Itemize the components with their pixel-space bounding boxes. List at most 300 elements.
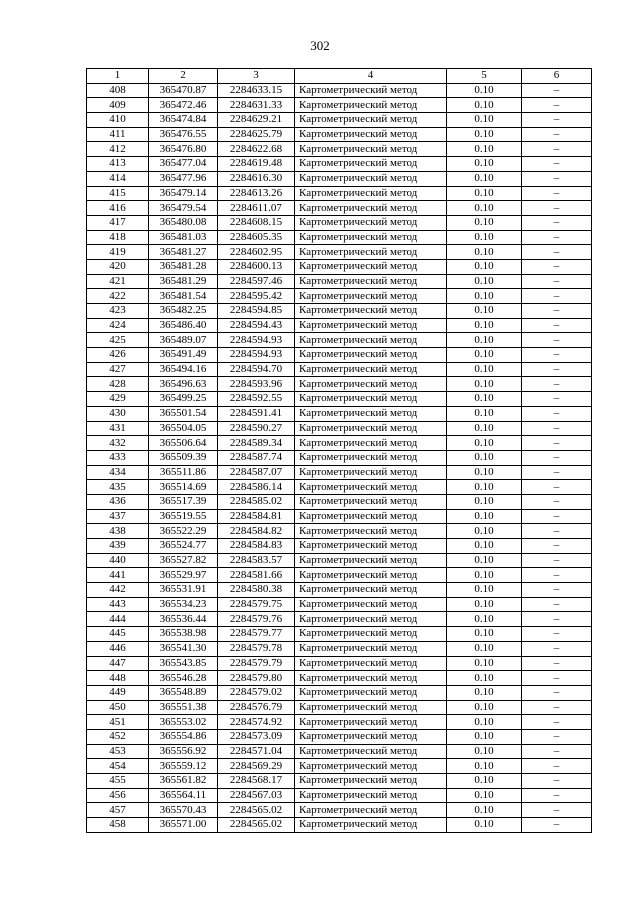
y-coordinate-cell: 2284611.07	[218, 201, 295, 216]
point-number-cell: 446	[87, 641, 149, 656]
table-row	[87, 142, 592, 157]
accuracy-cell: 0.10	[447, 803, 522, 818]
y-coordinate-cell: 2284622.68	[218, 142, 295, 157]
x-coordinate-cell: 365479.14	[149, 186, 218, 201]
point-number-cell: 431	[87, 421, 149, 436]
y-coordinate-cell: 2284584.83	[218, 539, 295, 554]
y-coordinate-cell: 2284584.82	[218, 524, 295, 539]
x-coordinate-cell: 365494.16	[149, 362, 218, 377]
note-cell: –	[522, 318, 592, 333]
point-number-cell: 414	[87, 171, 149, 186]
accuracy-cell: 0.10	[447, 788, 522, 803]
y-coordinate-cell: 2284565.02	[218, 803, 295, 818]
accuracy-cell: 0.10	[447, 392, 522, 407]
x-coordinate-cell: 365541.30	[149, 641, 218, 656]
y-coordinate-cell: 2284605.35	[218, 230, 295, 245]
x-coordinate-cell: 365553.02	[149, 715, 218, 730]
method-cell: Картометрический метод	[295, 524, 447, 539]
point-number-cell: 442	[87, 583, 149, 598]
accuracy-cell: 0.10	[447, 539, 522, 554]
point-number-cell: 449	[87, 685, 149, 700]
note-cell: –	[522, 700, 592, 715]
method-cell: Картометрический метод	[295, 186, 447, 201]
y-coordinate-cell: 2284580.38	[218, 583, 295, 598]
header-cell: 3	[218, 69, 295, 84]
accuracy-cell: 0.10	[447, 333, 522, 348]
accuracy-cell: 0.10	[447, 421, 522, 436]
method-cell: Картометрический метод	[295, 627, 447, 642]
table-row	[87, 392, 592, 407]
coordinates-table	[86, 68, 592, 833]
method-cell: Картометрический метод	[295, 480, 447, 495]
table-row	[87, 509, 592, 524]
point-number-cell: 448	[87, 671, 149, 686]
accuracy-cell: 0.10	[447, 215, 522, 230]
accuracy-cell: 0.10	[447, 289, 522, 304]
x-coordinate-cell: 365546.28	[149, 671, 218, 686]
y-coordinate-cell: 2284594.85	[218, 304, 295, 319]
accuracy-cell: 0.10	[447, 127, 522, 142]
method-cell: Картометрический метод	[295, 274, 447, 289]
method-cell: Картометрический метод	[295, 98, 447, 113]
accuracy-cell: 0.10	[447, 274, 522, 289]
x-coordinate-cell: 365470.87	[149, 83, 218, 98]
point-number-cell: 436	[87, 494, 149, 509]
method-cell: Картометрический метод	[295, 465, 447, 480]
accuracy-cell: 0.10	[447, 494, 522, 509]
accuracy-cell: 0.10	[447, 436, 522, 451]
point-number-cell: 455	[87, 774, 149, 789]
method-cell: Картометрический метод	[295, 406, 447, 421]
point-number-cell: 416	[87, 201, 149, 216]
point-number-cell: 445	[87, 627, 149, 642]
point-number-cell: 412	[87, 142, 149, 157]
accuracy-cell: 0.10	[447, 729, 522, 744]
table-row	[87, 539, 592, 554]
table-header-row	[87, 69, 592, 84]
x-coordinate-cell: 365476.80	[149, 142, 218, 157]
method-cell: Картометрический метод	[295, 201, 447, 216]
table-row	[87, 700, 592, 715]
y-coordinate-cell: 2284590.27	[218, 421, 295, 436]
note-cell: –	[522, 186, 592, 201]
y-coordinate-cell: 2284600.13	[218, 259, 295, 274]
point-number-cell: 418	[87, 230, 149, 245]
point-number-cell: 438	[87, 524, 149, 539]
y-coordinate-cell: 2284587.74	[218, 450, 295, 465]
point-number-cell: 433	[87, 450, 149, 465]
y-coordinate-cell: 2284565.02	[218, 818, 295, 833]
x-coordinate-cell: 365481.29	[149, 274, 218, 289]
method-cell: Картометрический метод	[295, 83, 447, 98]
point-number-cell: 426	[87, 348, 149, 363]
x-coordinate-cell: 365514.69	[149, 480, 218, 495]
x-coordinate-cell: 365496.63	[149, 377, 218, 392]
x-coordinate-cell: 365509.39	[149, 450, 218, 465]
method-cell: Картометрический метод	[295, 157, 447, 172]
y-coordinate-cell: 2284584.81	[218, 509, 295, 524]
method-cell: Картометрический метод	[295, 421, 447, 436]
y-coordinate-cell: 2284633.15	[218, 83, 295, 98]
y-coordinate-cell: 2284579.75	[218, 597, 295, 612]
header-cell: 5	[447, 69, 522, 84]
note-cell: –	[522, 524, 592, 539]
table-row	[87, 774, 592, 789]
accuracy-cell: 0.10	[447, 230, 522, 245]
method-cell: Картометрический метод	[295, 788, 447, 803]
y-coordinate-cell: 2284593.96	[218, 377, 295, 392]
table-row	[87, 186, 592, 201]
y-coordinate-cell: 2284631.33	[218, 98, 295, 113]
note-cell: –	[522, 774, 592, 789]
note-cell: –	[522, 656, 592, 671]
y-coordinate-cell: 2284579.79	[218, 656, 295, 671]
method-cell: Картометрический метод	[295, 348, 447, 363]
note-cell: –	[522, 171, 592, 186]
table-row	[87, 656, 592, 671]
accuracy-cell: 0.10	[447, 612, 522, 627]
point-number-cell: 413	[87, 157, 149, 172]
x-coordinate-cell: 365527.82	[149, 553, 218, 568]
note-cell: –	[522, 685, 592, 700]
method-cell: Картометрический метод	[295, 539, 447, 554]
x-coordinate-cell: 365486.40	[149, 318, 218, 333]
point-number-cell: 447	[87, 656, 149, 671]
x-coordinate-cell: 365524.77	[149, 539, 218, 554]
accuracy-cell: 0.10	[447, 377, 522, 392]
x-coordinate-cell: 365561.82	[149, 774, 218, 789]
accuracy-cell: 0.10	[447, 318, 522, 333]
y-coordinate-cell: 2284569.29	[218, 759, 295, 774]
y-coordinate-cell: 2284613.26	[218, 186, 295, 201]
point-number-cell: 421	[87, 274, 149, 289]
x-coordinate-cell: 365519.55	[149, 509, 218, 524]
note-cell: –	[522, 818, 592, 833]
table-row	[87, 406, 592, 421]
y-coordinate-cell: 2284579.77	[218, 627, 295, 642]
accuracy-cell: 0.10	[447, 671, 522, 686]
note-cell: –	[522, 553, 592, 568]
accuracy-cell: 0.10	[447, 774, 522, 789]
point-number-cell: 444	[87, 612, 149, 627]
note-cell: –	[522, 333, 592, 348]
point-number-cell: 452	[87, 729, 149, 744]
point-number-cell: 428	[87, 377, 149, 392]
x-coordinate-cell: 365474.84	[149, 113, 218, 128]
point-number-cell: 443	[87, 597, 149, 612]
point-number-cell: 453	[87, 744, 149, 759]
accuracy-cell: 0.10	[447, 98, 522, 113]
method-cell: Картометрический метод	[295, 436, 447, 451]
point-number-cell: 458	[87, 818, 149, 833]
note-cell: –	[522, 729, 592, 744]
table-row	[87, 304, 592, 319]
x-coordinate-cell: 365538.98	[149, 627, 218, 642]
point-number-cell: 441	[87, 568, 149, 583]
table-row	[87, 201, 592, 216]
note-cell: –	[522, 803, 592, 818]
table-row	[87, 524, 592, 539]
table-row	[87, 465, 592, 480]
method-cell: Картометрический метод	[295, 685, 447, 700]
table-row	[87, 215, 592, 230]
point-number-cell: 427	[87, 362, 149, 377]
x-coordinate-cell: 365554.86	[149, 729, 218, 744]
note-cell: –	[522, 788, 592, 803]
x-coordinate-cell: 365529.97	[149, 568, 218, 583]
table-row	[87, 127, 592, 142]
point-number-cell: 439	[87, 539, 149, 554]
x-coordinate-cell: 365506.64	[149, 436, 218, 451]
x-coordinate-cell: 365479.54	[149, 201, 218, 216]
method-cell: Картометрический метод	[295, 318, 447, 333]
point-number-cell: 430	[87, 406, 149, 421]
note-cell: –	[522, 392, 592, 407]
table-row	[87, 818, 592, 833]
note-cell: –	[522, 245, 592, 260]
accuracy-cell: 0.10	[447, 157, 522, 172]
method-cell: Картометрический метод	[295, 774, 447, 789]
table-row	[87, 568, 592, 583]
accuracy-cell: 0.10	[447, 583, 522, 598]
y-coordinate-cell: 2284568.17	[218, 774, 295, 789]
note-cell: –	[522, 274, 592, 289]
table-row	[87, 597, 592, 612]
y-coordinate-cell: 2284616.30	[218, 171, 295, 186]
table-row	[87, 627, 592, 642]
method-cell: Картометрический метод	[295, 245, 447, 260]
point-number-cell: 423	[87, 304, 149, 319]
table-row	[87, 362, 592, 377]
point-number-cell: 408	[87, 83, 149, 98]
x-coordinate-cell: 365482.25	[149, 304, 218, 319]
note-cell: –	[522, 597, 592, 612]
x-coordinate-cell: 365564.11	[149, 788, 218, 803]
note-cell: –	[522, 289, 592, 304]
point-number-cell: 457	[87, 803, 149, 818]
note-cell: –	[522, 612, 592, 627]
y-coordinate-cell: 2284579.78	[218, 641, 295, 656]
accuracy-cell: 0.10	[447, 450, 522, 465]
table-row	[87, 494, 592, 509]
y-coordinate-cell: 2284625.79	[218, 127, 295, 142]
x-coordinate-cell: 365504.05	[149, 421, 218, 436]
method-cell: Картометрический метод	[295, 392, 447, 407]
table-row	[87, 685, 592, 700]
table-row	[87, 230, 592, 245]
table-row	[87, 729, 592, 744]
x-coordinate-cell: 365522.29	[149, 524, 218, 539]
y-coordinate-cell: 2284619.48	[218, 157, 295, 172]
table-row	[87, 583, 592, 598]
table-row	[87, 377, 592, 392]
method-cell: Картометрический метод	[295, 494, 447, 509]
point-number-cell: 440	[87, 553, 149, 568]
note-cell: –	[522, 406, 592, 421]
point-number-cell: 415	[87, 186, 149, 201]
method-cell: Картометрический метод	[295, 215, 447, 230]
x-coordinate-cell: 365570.43	[149, 803, 218, 818]
header-cell: 4	[295, 69, 447, 84]
y-coordinate-cell: 2284595.42	[218, 289, 295, 304]
x-coordinate-cell: 365517.39	[149, 494, 218, 509]
note-cell: –	[522, 83, 592, 98]
note-cell: –	[522, 583, 592, 598]
accuracy-cell: 0.10	[447, 759, 522, 774]
x-coordinate-cell: 365477.04	[149, 157, 218, 172]
x-coordinate-cell: 365491.49	[149, 348, 218, 363]
header-cell: 1	[87, 69, 149, 84]
method-cell: Картометрический метод	[295, 818, 447, 833]
table-row	[87, 259, 592, 274]
table-row	[87, 450, 592, 465]
accuracy-cell: 0.10	[447, 641, 522, 656]
accuracy-cell: 0.10	[447, 627, 522, 642]
method-cell: Картометрический метод	[295, 803, 447, 818]
table-row	[87, 641, 592, 656]
y-coordinate-cell: 2284579.02	[218, 685, 295, 700]
method-cell: Картометрический метод	[295, 553, 447, 568]
x-coordinate-cell: 365571.00	[149, 818, 218, 833]
x-coordinate-cell: 365543.85	[149, 656, 218, 671]
note-cell: –	[522, 142, 592, 157]
note-cell: –	[522, 421, 592, 436]
note-cell: –	[522, 201, 592, 216]
x-coordinate-cell: 365536.44	[149, 612, 218, 627]
x-coordinate-cell: 365477.96	[149, 171, 218, 186]
note-cell: –	[522, 465, 592, 480]
note-cell: –	[522, 509, 592, 524]
table-row	[87, 171, 592, 186]
method-cell: Картометрический метод	[295, 259, 447, 274]
note-cell: –	[522, 641, 592, 656]
method-cell: Картометрический метод	[295, 142, 447, 157]
note-cell: –	[522, 348, 592, 363]
method-cell: Картометрический метод	[295, 377, 447, 392]
y-coordinate-cell: 2284587.07	[218, 465, 295, 480]
x-coordinate-cell: 365481.28	[149, 259, 218, 274]
method-cell: Картометрический метод	[295, 171, 447, 186]
accuracy-cell: 0.10	[447, 113, 522, 128]
x-coordinate-cell: 365499.25	[149, 392, 218, 407]
x-coordinate-cell: 365559.12	[149, 759, 218, 774]
point-number-cell: 424	[87, 318, 149, 333]
accuracy-cell: 0.10	[447, 171, 522, 186]
accuracy-cell: 0.10	[447, 348, 522, 363]
accuracy-cell: 0.10	[447, 509, 522, 524]
accuracy-cell: 0.10	[447, 480, 522, 495]
method-cell: Картометрический метод	[295, 700, 447, 715]
point-number-cell: 420	[87, 259, 149, 274]
accuracy-cell: 0.10	[447, 406, 522, 421]
y-coordinate-cell: 2284594.43	[218, 318, 295, 333]
method-cell: Картометрический метод	[295, 450, 447, 465]
accuracy-cell: 0.10	[447, 568, 522, 583]
point-number-cell: 417	[87, 215, 149, 230]
method-cell: Картометрический метод	[295, 113, 447, 128]
point-number-cell: 451	[87, 715, 149, 730]
y-coordinate-cell: 2284585.02	[218, 494, 295, 509]
accuracy-cell: 0.10	[447, 715, 522, 730]
y-coordinate-cell: 2284574.92	[218, 715, 295, 730]
y-coordinate-cell: 2284589.34	[218, 436, 295, 451]
table-row	[87, 421, 592, 436]
method-cell: Картометрический метод	[295, 612, 447, 627]
note-cell: –	[522, 480, 592, 495]
x-coordinate-cell: 365511.86	[149, 465, 218, 480]
note-cell: –	[522, 494, 592, 509]
y-coordinate-cell: 2284573.09	[218, 729, 295, 744]
method-cell: Картометрический метод	[295, 509, 447, 524]
method-cell: Картометрический метод	[295, 362, 447, 377]
y-coordinate-cell: 2284579.76	[218, 612, 295, 627]
note-cell: –	[522, 157, 592, 172]
x-coordinate-cell: 365476.55	[149, 127, 218, 142]
x-coordinate-cell: 365481.27	[149, 245, 218, 260]
point-number-cell: 419	[87, 245, 149, 260]
method-cell: Картометрический метод	[295, 127, 447, 142]
accuracy-cell: 0.10	[447, 142, 522, 157]
note-cell: –	[522, 230, 592, 245]
note-cell: –	[522, 568, 592, 583]
table-row	[87, 671, 592, 686]
y-coordinate-cell: 2284567.03	[218, 788, 295, 803]
note-cell: –	[522, 744, 592, 759]
note-cell: –	[522, 98, 592, 113]
y-coordinate-cell: 2284583.57	[218, 553, 295, 568]
point-number-cell: 437	[87, 509, 149, 524]
y-coordinate-cell: 2284579.80	[218, 671, 295, 686]
method-cell: Картометрический метод	[295, 759, 447, 774]
table-row	[87, 480, 592, 495]
point-number-cell: 409	[87, 98, 149, 113]
x-coordinate-cell: 365480.08	[149, 215, 218, 230]
y-coordinate-cell: 2284594.70	[218, 362, 295, 377]
x-coordinate-cell: 365548.89	[149, 685, 218, 700]
method-cell: Картометрический метод	[295, 641, 447, 656]
accuracy-cell: 0.10	[447, 362, 522, 377]
point-number-cell: 425	[87, 333, 149, 348]
header-cell: 2	[149, 69, 218, 84]
accuracy-cell: 0.10	[447, 685, 522, 700]
note-cell: –	[522, 127, 592, 142]
page-number: 302	[310, 38, 330, 53]
table-row	[87, 245, 592, 260]
table-row	[87, 318, 592, 333]
x-coordinate-cell: 365501.54	[149, 406, 218, 421]
accuracy-cell: 0.10	[447, 83, 522, 98]
accuracy-cell: 0.10	[447, 656, 522, 671]
method-cell: Картометрический метод	[295, 583, 447, 598]
note-cell: –	[522, 450, 592, 465]
accuracy-cell: 0.10	[447, 304, 522, 319]
method-cell: Картометрический метод	[295, 715, 447, 730]
y-coordinate-cell: 2284608.15	[218, 215, 295, 230]
point-number-cell: 411	[87, 127, 149, 142]
y-coordinate-cell: 2284576.79	[218, 700, 295, 715]
table-row	[87, 113, 592, 128]
accuracy-cell: 0.10	[447, 201, 522, 216]
note-cell: –	[522, 304, 592, 319]
point-number-cell: 422	[87, 289, 149, 304]
table-body	[87, 83, 592, 832]
table-row	[87, 98, 592, 113]
y-coordinate-cell: 2284581.66	[218, 568, 295, 583]
point-number-cell: 432	[87, 436, 149, 451]
method-cell: Картометрический метод	[295, 729, 447, 744]
accuracy-cell: 0.10	[447, 465, 522, 480]
y-coordinate-cell: 2284597.46	[218, 274, 295, 289]
